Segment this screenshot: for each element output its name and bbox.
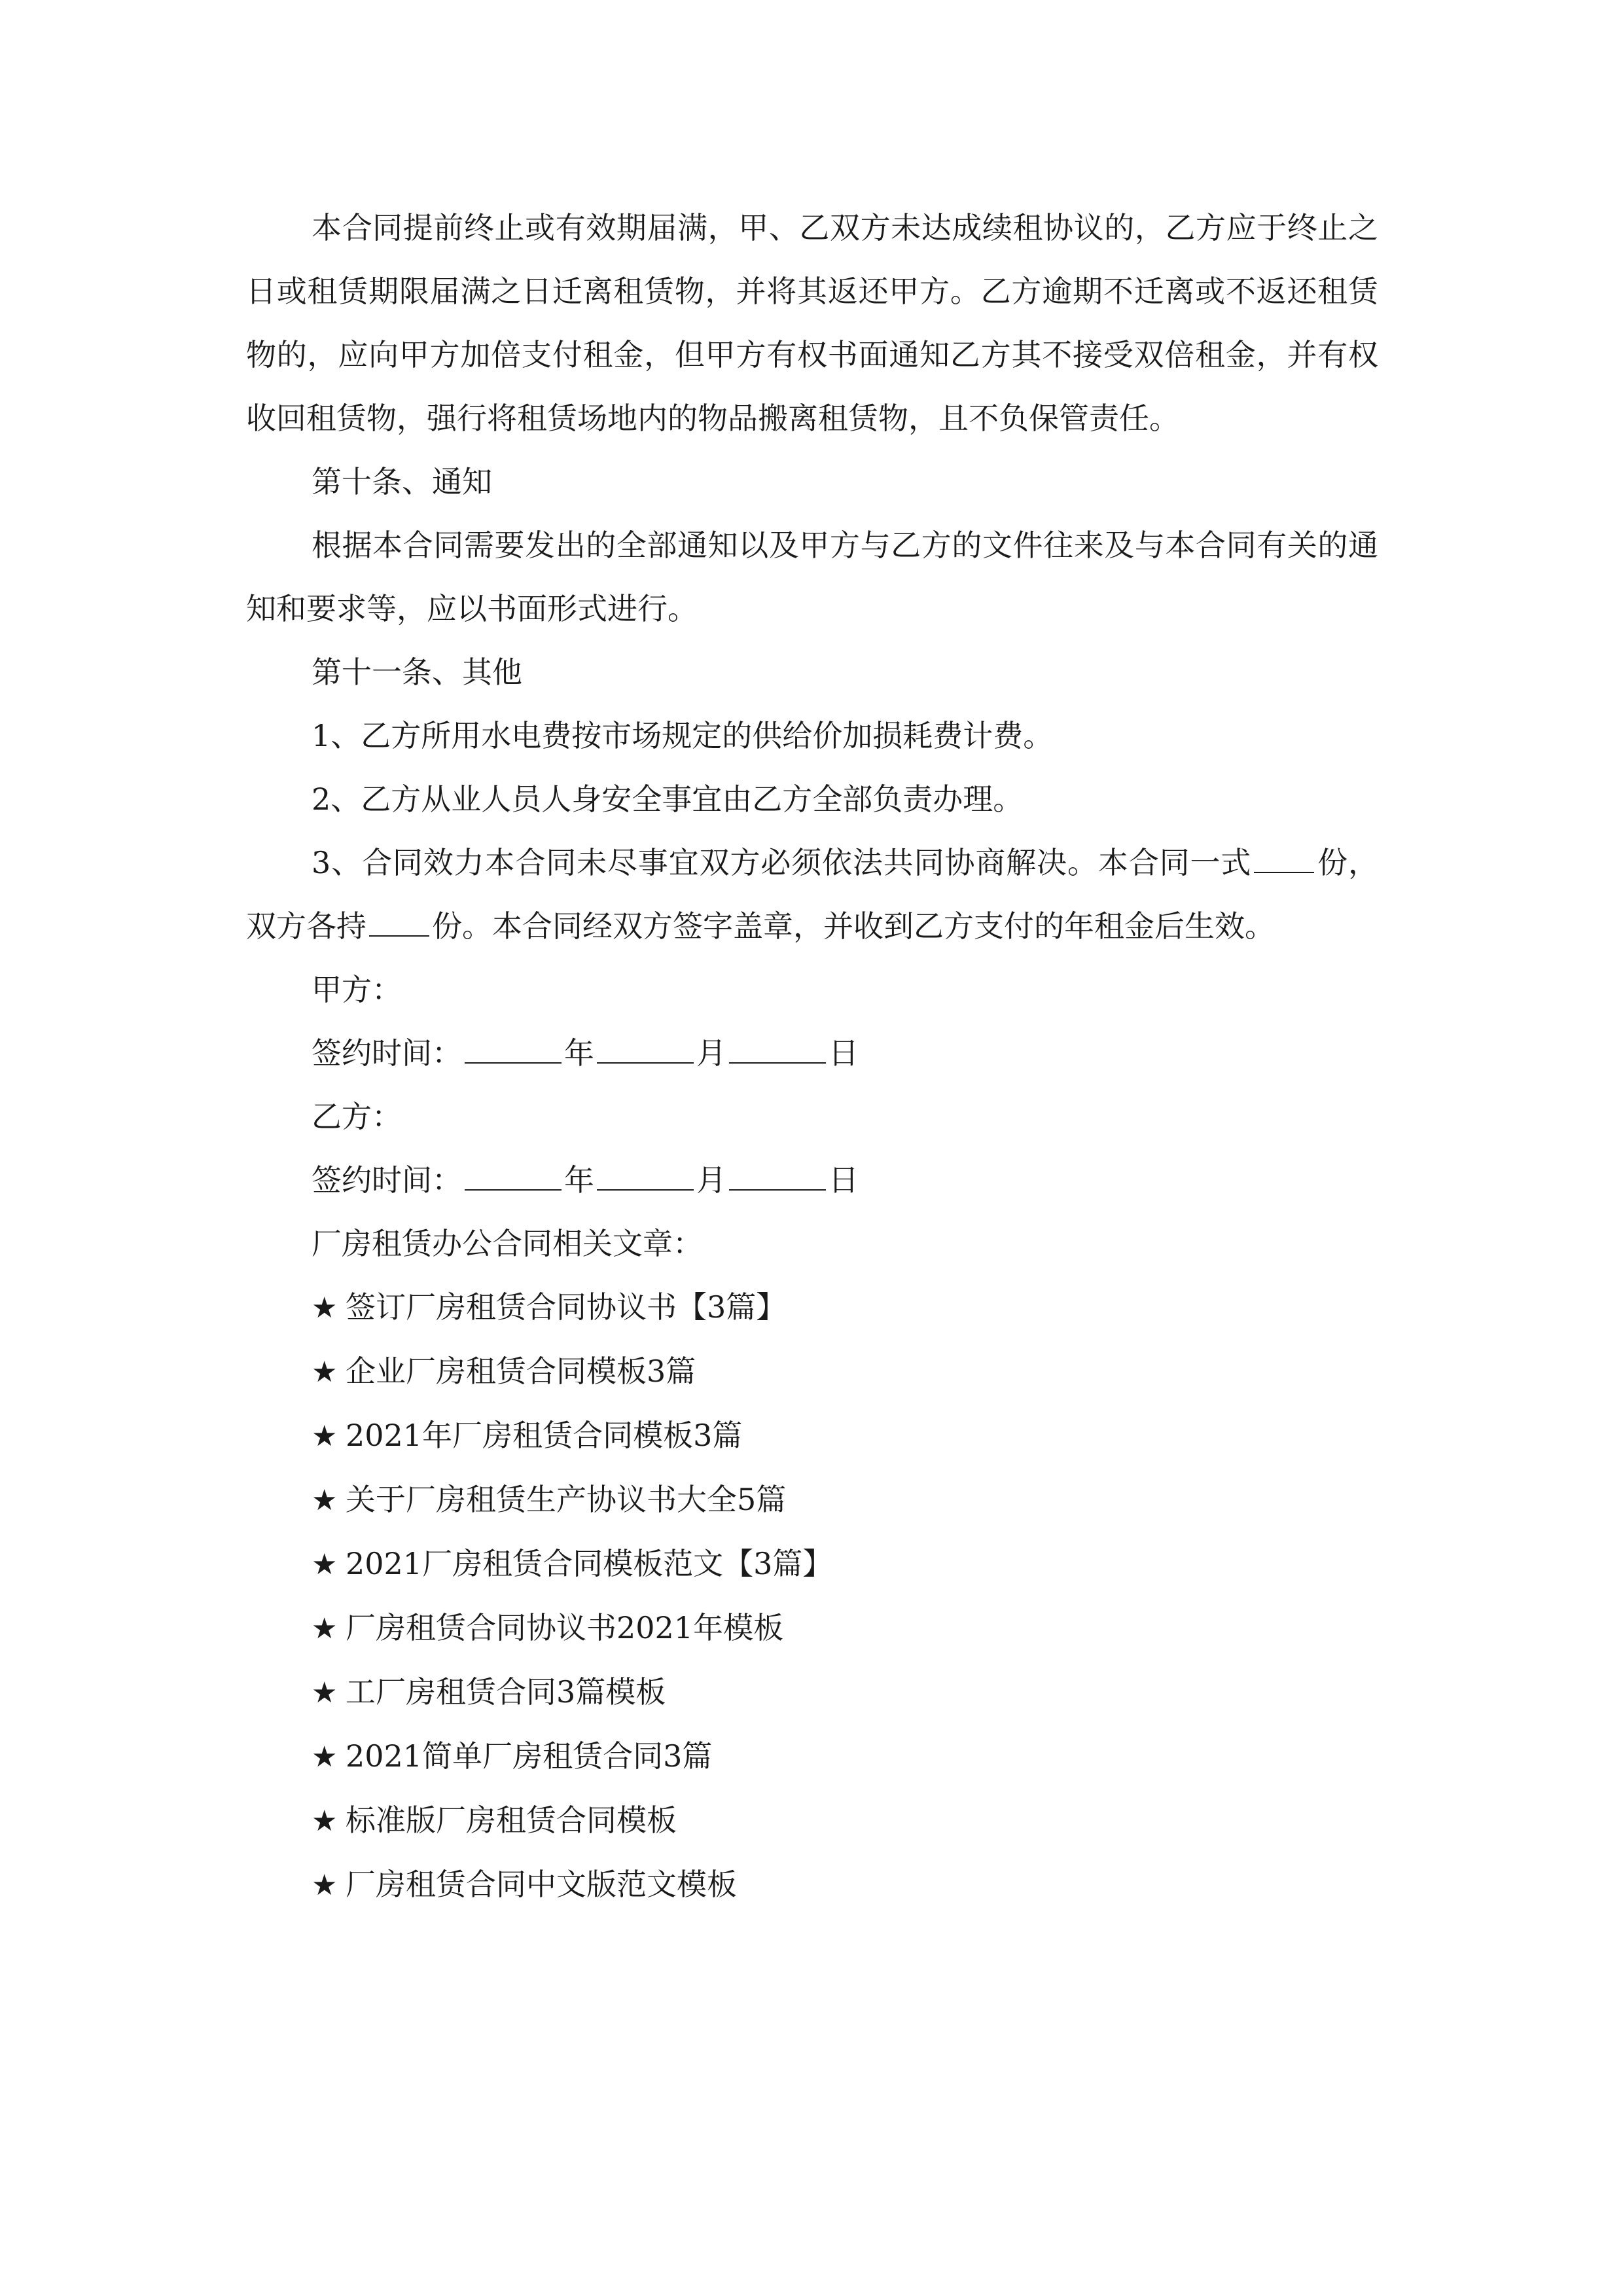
related-article-title: 关于厂房租赁生产协议书大全5篇 bbox=[346, 1482, 787, 1517]
related-article-link[interactable] bbox=[246, 1468, 1378, 1532]
month-blank bbox=[597, 1166, 694, 1191]
star-icon: ★ bbox=[312, 1291, 338, 1325]
clause-10-body: 根据本合同需要发出的全部通知以及甲方与乙方的文件往来及与本合同有关的通知和要求等，应以书面形式进行。 bbox=[246, 528, 1378, 626]
related-article-link[interactable] bbox=[246, 1853, 1378, 1917]
day-label: 日 bbox=[829, 1035, 859, 1071]
party-a-sign-time bbox=[246, 1022, 1378, 1085]
related-article-link[interactable] bbox=[246, 1276, 1378, 1340]
related-article-link[interactable] bbox=[246, 1404, 1378, 1468]
related-article-title: 工厂房租赁合同3篇模板 bbox=[346, 1674, 666, 1710]
star-icon: ★ bbox=[312, 1612, 338, 1645]
related-article-title: 标准版厂房租赁合同模板 bbox=[346, 1803, 677, 1838]
related-article-title: 厂房租赁合同协议书2021年模板 bbox=[346, 1610, 784, 1645]
party-b-label: 乙方： bbox=[312, 1099, 402, 1134]
related-article-link[interactable] bbox=[246, 1789, 1378, 1853]
clause-9-tail-paragraph: 本合同提前终止或有效期届满，甲、乙双方未达成续租协议的，乙方应于终止之日或租赁期限届满之日迁离租赁物，并将其返还甲方。乙方逾期不迁离或不返还租赁物的，应向甲方加倍支付租金，但甲方有权书面通知乙方其不接受双倍租金，并有权收回租赁物，强行将租赁场地内的物品搬离租赁物，且不负保管责任。 bbox=[246, 210, 1378, 436]
day-label: 日 bbox=[829, 1162, 859, 1198]
sign-time-label: 签约时间： bbox=[312, 1035, 462, 1071]
year-blank bbox=[465, 1039, 562, 1064]
copies-total-blank bbox=[1254, 848, 1314, 873]
related-article-link[interactable] bbox=[246, 1340, 1378, 1404]
day-blank bbox=[729, 1166, 826, 1191]
related-articles-list bbox=[246, 1276, 1378, 1917]
year-label: 年 bbox=[564, 1035, 594, 1071]
star-icon: ★ bbox=[312, 1676, 338, 1710]
month-blank bbox=[597, 1039, 694, 1064]
clause-11-item-3-part1: 3、合同效力本合同未尽事宜双方必须依法共同协商解决。本合同一式 bbox=[312, 845, 1252, 880]
sign-time-label: 签约时间： bbox=[312, 1162, 462, 1198]
star-icon: ★ bbox=[312, 1420, 338, 1453]
related-article-link[interactable] bbox=[246, 1660, 1378, 1725]
star-icon: ★ bbox=[312, 1740, 338, 1774]
related-article-title: 企业厂房租赁合同模板3篇 bbox=[346, 1354, 696, 1389]
clause-11-item-2: 2、乙方从业人员人身安全事宜由乙方全部负责办理。 bbox=[312, 781, 1024, 817]
clause-11-item-3 bbox=[246, 831, 1378, 958]
clause-10-heading: 第十条、通知 bbox=[312, 464, 492, 499]
related-article-link[interactable] bbox=[246, 1532, 1378, 1596]
clause-11-item-1: 1、乙方所用水电费按市场规定的供给价加损耗费计费。 bbox=[312, 718, 1054, 753]
copies-each-blank bbox=[369, 912, 429, 937]
month-label: 月 bbox=[696, 1162, 726, 1198]
related-article-title: 2021简单厂房租赁合同3篇 bbox=[346, 1738, 713, 1774]
document-content bbox=[246, 196, 1378, 1917]
year-blank bbox=[465, 1166, 562, 1191]
related-article-title: 2021年厂房租赁合同模板3篇 bbox=[346, 1418, 743, 1453]
party-b-sign-time bbox=[246, 1149, 1378, 1212]
star-icon: ★ bbox=[312, 1484, 338, 1517]
related-article-link[interactable] bbox=[246, 1596, 1378, 1660]
related-article-title: 厂房租赁合同中文版范文模板 bbox=[346, 1867, 737, 1902]
star-icon: ★ bbox=[312, 1548, 338, 1581]
related-article-title: 2021厂房租赁合同模板范文【3篇】 bbox=[346, 1546, 833, 1581]
related-article-link[interactable] bbox=[246, 1725, 1378, 1789]
month-label: 月 bbox=[696, 1035, 726, 1071]
party-a-label: 甲方： bbox=[312, 972, 402, 1007]
star-icon: ★ bbox=[312, 1355, 338, 1389]
day-blank bbox=[729, 1039, 826, 1064]
clause-11-item-3-part3: 份。本合同经双方签字盖章，并收到乙方支付的年租金后生效。 bbox=[432, 908, 1275, 944]
related-articles-heading: 厂房租赁办公合同相关文章： bbox=[312, 1226, 703, 1261]
star-icon: ★ bbox=[312, 1869, 338, 1902]
clause-11-heading: 第十一条、其他 bbox=[312, 655, 522, 690]
year-label: 年 bbox=[564, 1162, 594, 1198]
star-icon: ★ bbox=[312, 1804, 338, 1838]
clause-11-item-3-part2: 份，双方各持 bbox=[246, 845, 1378, 944]
related-article-title: 签订厂房租赁合同协议书【3篇】 bbox=[346, 1289, 787, 1325]
